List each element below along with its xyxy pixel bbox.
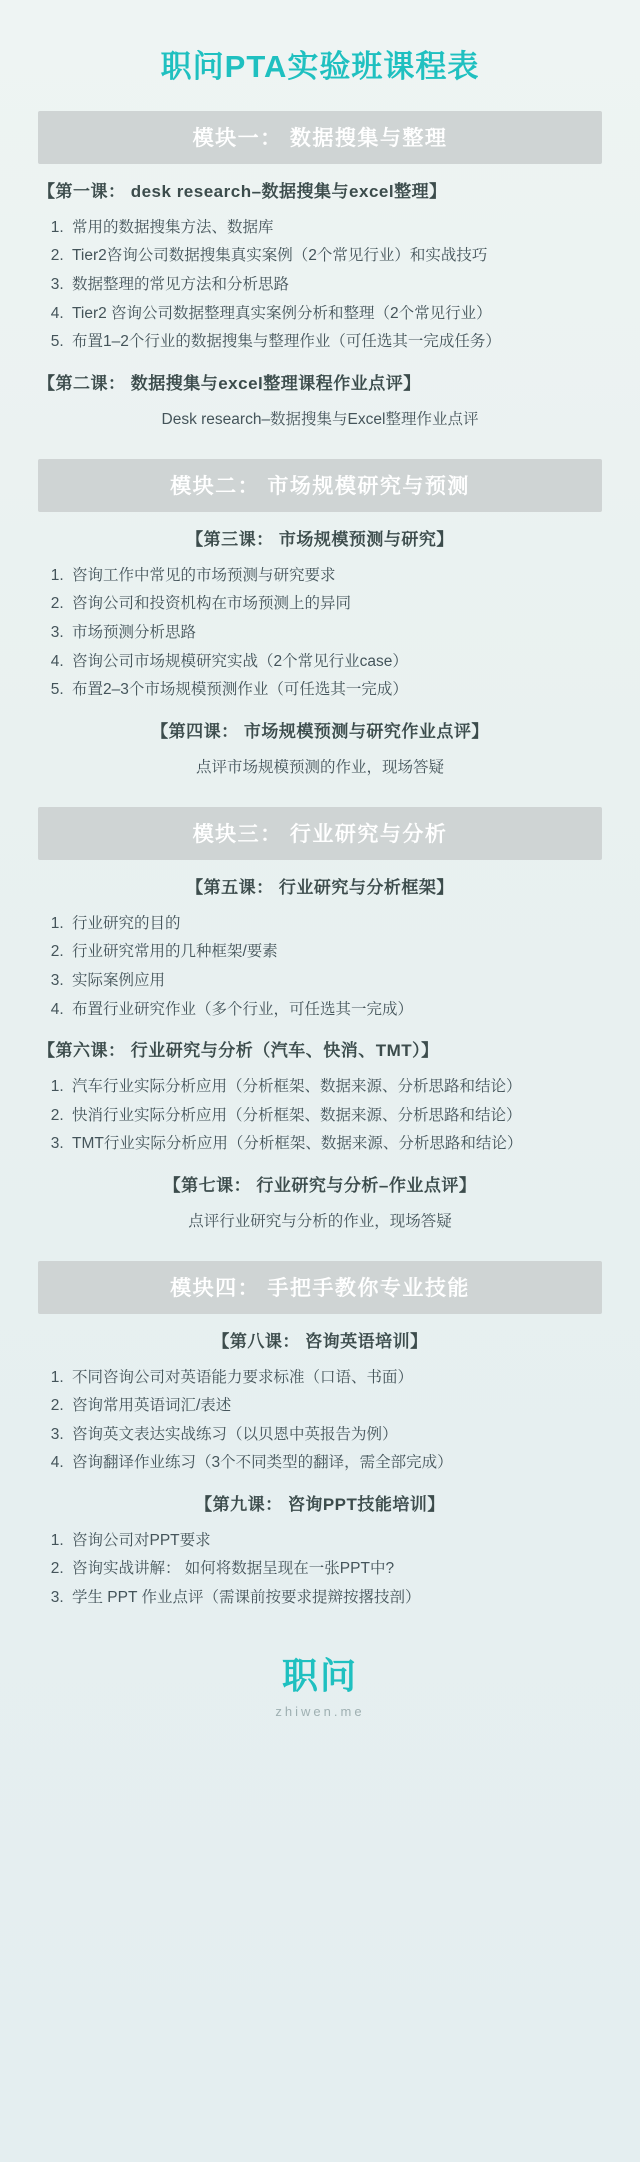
brand-logo: 职问 [281, 1654, 358, 1696]
lesson-title-7: 【第七课： 行业研究与分析–作业点评】 [163, 1175, 477, 1195]
module-header-2: 模块二： 市场规模研究与预测 [38, 459, 602, 512]
list-item: 5. 布置2–3个市场规模预测作业（可任选其一完成） [68, 677, 602, 704]
lesson-items-6 [38, 1074, 602, 1158]
lesson-title-8: 【第八课： 咨询英语培训】 [212, 1331, 428, 1351]
lesson-items-9 [38, 1528, 602, 1612]
list-item: 3. 实际案例应用 [68, 968, 602, 995]
lesson-title-9: 【第九课： 咨询PPT技能培训】 [195, 1495, 445, 1515]
list-item: 1. 咨询工作中常见的市场预测与研究要求 [68, 563, 602, 590]
list-item: 3. 学生 PPT 作业点评（需课前按要求提辬按撂技剖） [68, 1585, 602, 1612]
lesson-note-2: Desk research–数据搜集与Excel整理作业点评 [161, 410, 479, 428]
lesson-title-6: 【第六课： 行业研究与分析（汽车、快消、TMT）】 [38, 1041, 439, 1061]
lesson-title-3: 【第三课： 市场规模预测与研究】 [186, 530, 454, 550]
list-item: 4. Tier2 咨询公司数据整理真实案例分析和整理（2个常见行业） [68, 301, 602, 328]
module-header-1: 模块一： 数据搜集与整理 [38, 111, 602, 164]
list-item: 2. 快消行业实际分析应用（分析框架、数据来源、分析思路和结论） [68, 1103, 602, 1130]
page-title: 职问PTA实验班课程表 [160, 49, 480, 84]
footer [38, 1654, 602, 1719]
lesson-title-4: 【第四课： 市场规模预测与研究作业点评】 [151, 722, 489, 742]
module-header-3: 模块三： 行业研究与分析 [38, 807, 602, 860]
lesson-title-5: 【第五课： 行业研究与分析框架】 [186, 878, 454, 897]
list-item: 4. 咨询公司市场规模研究实战（2个常见行业case） [68, 649, 602, 676]
lesson-items-3 [38, 563, 602, 704]
list-item: 1. 行业研究的目的 [68, 911, 602, 938]
list-item: 4. 咨询翻译作业练习（3个不同类型的翻译，需全部完成） [68, 1450, 602, 1477]
list-item: 1. 咨询公司对PPT要求 [68, 1528, 602, 1555]
brand-url: zhiwen.me [275, 1703, 365, 1719]
list-item: 3. 数据整理的常见方法和分析思路 [68, 272, 602, 299]
lesson-items-1 [38, 215, 602, 356]
lesson-title-2: 【第二课： 数据搜集与excel整理课程作业点评】 [38, 374, 421, 394]
list-item: 4. 布置行业研究作业（多个行业，可任选其一完成） [68, 997, 602, 1024]
list-item: 3. 咨询英文表达实战练习（以贝恩中英报告为例） [68, 1422, 602, 1449]
lesson-note-4: 点评市场规模预测的作业，现场答疑 [195, 758, 444, 776]
list-item: 3. TMT行业实际分析应用（分析框架、数据来源、分析思路和结论） [68, 1131, 602, 1158]
list-item: 5. 布置1–2个行业的数据搜集与整理作业（可任选其一完成任务） [68, 329, 602, 356]
list-item: 1. 不同咨询公司对英语能力要求标准（口语、书面） [68, 1365, 602, 1392]
list-item: 2. Tier2咨询公司数据搜集真实案例（2个常见行业）和实战技巧 [68, 243, 602, 270]
lesson-note-7: 点评行业研究与分析的作业，现场答疑 [188, 1212, 452, 1230]
list-item: 2. 咨询实战讲解： 如何将数据呈现在一张PPT中? [68, 1556, 602, 1583]
list-item: 1. 常用的数据搜集方法、数据库 [68, 215, 602, 242]
list-item: 1. 汽车行业实际分析应用（分析框架、数据来源、分析思路和结论） [68, 1074, 602, 1101]
list-item: 2. 咨询常用英语词汇/表述 [68, 1393, 602, 1420]
lesson-items-8 [38, 1365, 602, 1478]
list-item: 3. 市场预测分析思路 [68, 620, 602, 647]
lesson-items-5 [38, 911, 602, 1024]
module-header-4: 模块四： 手把手教你专业技能 [38, 1261, 602, 1314]
list-item: 2. 行业研究常用的几种框架/要素 [68, 939, 602, 966]
list-item: 2. 咨询公司和投资机构在市场预测上的异同 [68, 591, 602, 618]
lesson-title-1: 【第一课： desk research–数据搜集与excel整理】 [38, 182, 447, 202]
